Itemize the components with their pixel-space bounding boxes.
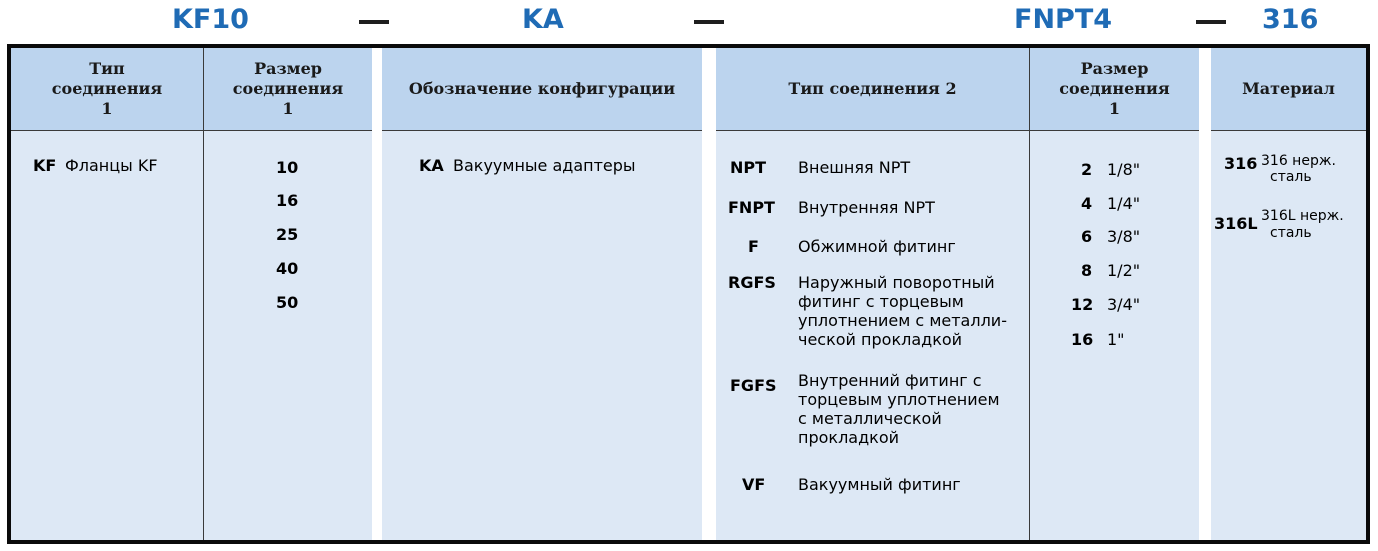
config-desc: Вакуумные адаптеры — [453, 156, 636, 175]
conn-type-2-code: VF — [742, 475, 766, 494]
conn-type-2-code: RGFS — [728, 273, 776, 292]
conn-type-2-desc: прокладкой — [798, 428, 900, 447]
material-code: 316 — [1224, 154, 1258, 173]
material-desc: сталь — [1270, 169, 1312, 185]
code-part-material: 316 — [1262, 4, 1319, 35]
conn-size-2-size: 1/2" — [1107, 261, 1141, 280]
conn-type-2-code: FNPT — [728, 198, 775, 217]
group-configuration — [382, 48, 702, 540]
material-code: 316L — [1214, 214, 1258, 233]
header-conn-type-2: Тип соединения 2 — [788, 79, 957, 98]
header-conn-size-1: Размер соединения 1 — [232, 59, 344, 118]
conn-size-2-size: 3/4" — [1107, 295, 1141, 314]
conn-size-2-code: 12 — [1071, 295, 1094, 314]
conn-size-2-code: 16 — [1071, 330, 1094, 349]
code-part-connection-2: FNPT4 — [1014, 4, 1113, 35]
conn-type-2-desc: Вакуумный фитинг — [798, 475, 961, 494]
group-connection-1 — [11, 48, 372, 540]
material-desc: сталь — [1270, 225, 1312, 241]
group-material — [1211, 48, 1366, 540]
ordering-table — [7, 44, 1370, 544]
conn-size-2-code: 4 — [1081, 194, 1093, 213]
material-desc: 316 нерж. — [1261, 153, 1336, 169]
header-material: Материал — [1242, 79, 1335, 98]
conn-type-2-desc: Обжимной фитинг — [798, 237, 956, 256]
conn-type-2-desc: фитинг с торцевым — [798, 292, 964, 311]
conn-size-1-value: 40 — [276, 259, 299, 278]
conn-type-1-code: KF — [33, 156, 57, 175]
conn-type-1-desc: Фланцы KF — [65, 156, 158, 175]
group-connection-2 — [716, 48, 1199, 540]
conn-size-2-size: 1" — [1107, 330, 1125, 349]
conn-type-2-desc: с металлической — [798, 409, 942, 428]
code-separator-2 — [694, 20, 724, 24]
header-conn-type-1: Тип соединения 1 — [51, 59, 163, 118]
code-part-connection-1: KF10 — [172, 4, 249, 35]
conn-size-1-value: 50 — [276, 293, 299, 312]
conn-size-2-code: 2 — [1081, 160, 1093, 179]
conn-size-2-size: 1/4" — [1107, 194, 1141, 213]
code-separator-3 — [1196, 20, 1226, 24]
conn-type-2-desc: Внешняя NPT — [798, 158, 911, 177]
conn-size-1-value: 16 — [276, 191, 299, 210]
header-conn-size-2: Размер соединения 1 — [1059, 59, 1170, 118]
conn-size-2-size: 3/8" — [1107, 227, 1141, 246]
conn-size-2-size: 1/8" — [1107, 160, 1141, 179]
config-code: KA — [419, 156, 444, 175]
material-desc: 316L нерж. — [1261, 208, 1344, 224]
code-part-configuration: KA — [522, 4, 564, 35]
conn-type-2-desc: Внутренняя NPT — [798, 198, 935, 217]
conn-type-2-code: FGFS — [730, 376, 777, 395]
conn-type-2-desc: ческой прокладкой — [798, 330, 963, 349]
header-configuration: Обозначение конфигурации — [408, 79, 676, 98]
conn-type-2-desc: Внутренний фитинг с — [798, 371, 982, 390]
conn-type-2-desc: Наружный поворотный — [798, 273, 995, 292]
conn-size-2-code: 6 — [1081, 227, 1093, 246]
code-separator-1 — [359, 20, 389, 24]
conn-type-2-code: NPT — [730, 158, 767, 177]
conn-size-2-code: 8 — [1081, 261, 1093, 280]
conn-type-2-code: F — [748, 237, 759, 256]
conn-size-1-value: 10 — [276, 158, 299, 177]
conn-type-2-desc: уплотнением с металли- — [798, 311, 1007, 330]
conn-type-2-desc: торцевым уплотнением — [798, 390, 1000, 409]
conn-size-1-value: 25 — [276, 225, 299, 244]
